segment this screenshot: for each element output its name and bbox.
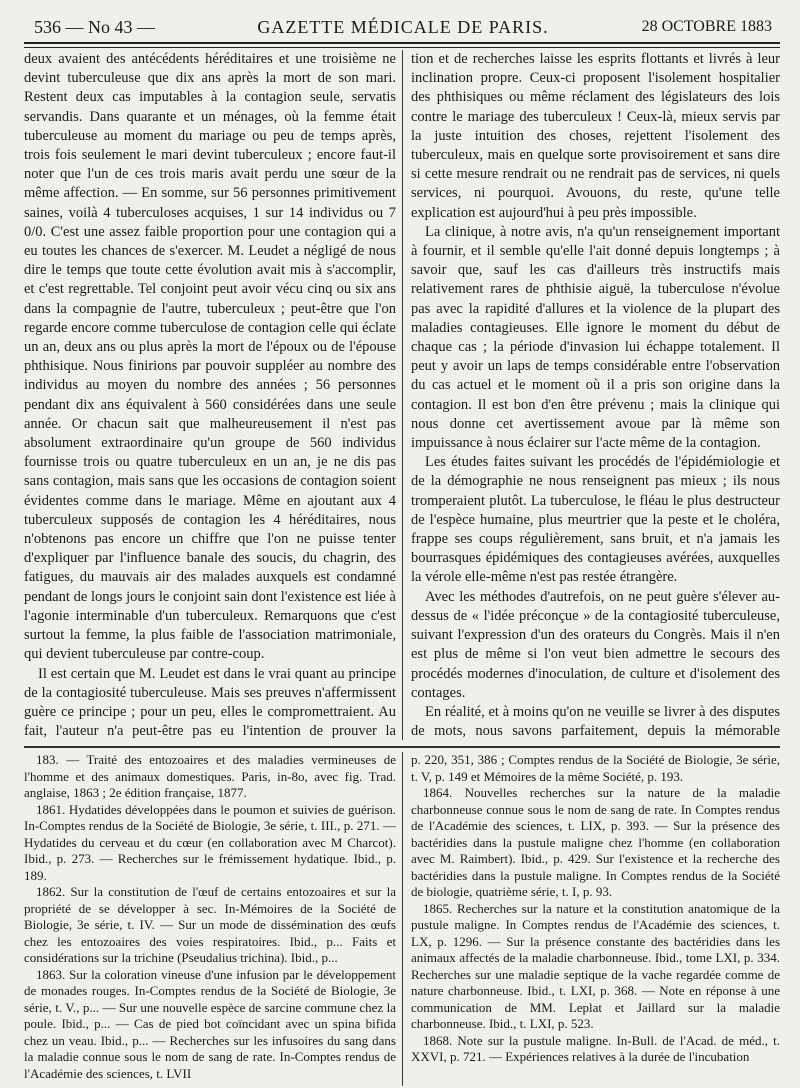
header-rule-thin <box>24 47 780 48</box>
bibliography-entry: 1863. Sur la coloration vineuse d'une infusion par le développement de monades rouges. In-Comptes rendus de la Société de Biologie, 3e série, t. V., p... — Sur une nouvelle espèce de sarcine commune chez la poule. Ibid., p... — Cas de pied bot coïncidant avec un spina bifida chez un veau. Ibid., p... — Recherches sur les infusoires du sang dans la maladie connue sous le nom de sang de rate. In-Comptes rendus de l'Académie des sciences, t. LVII <box>24 966 396 1081</box>
paragraph: deux avaient des antécédents héréditaires et une troisième ne devint tuberculeuse que dix ans après la mort de son mari. Restent deux cas imputables à la contagion seule, servatis servandis. Dans quarante et un ménages, où la femme était tuberculeuse au moment du mariage ou peu de temps après, trois fois seulement le mari devint tuberculeux ; encore faut-il noter que l'un de ces trois maris avait perdu une sœur de la même affection. — En somme, sur 56 personnes primitivement saines, voilà 4 tuberculoses acquises, 1 sur 14 individus ou 7 0/0. C'est une assez faible proportion pour une contagion qui a eu toutes les chances de s'exercer. M. Leudet a négligé de nous dire le temps que toute cette évolution avait mis à s'accomplir, et c'est regrettable. Tel conjoint peut avoir vécu cinq ou six ans dans la compagnie de l'autre, tuberculeux ; peut-être que l'on regarde encore comme tuberculose de contagion celle qui éclate un an, deux ans ou plus après la mort de l'époux ou de l'épouse phthisique. Nous finirions par pouvoir suppléer au nombre des individus au moyen du nombre des années ; 56 personnes pendant dix ans équivalent à 560 considérées dans une seule année. Or chacun sait que malheureusement il n'est pas absolument extraordinaire qu'un groupe de 560 individus fournisse trois ou quatre tuberculeux en un an, je ne dis pas sans contagion, mais sans que les occasions de contagion soient évidentes comme dans le mariage. Même en ajoutant aux 4 tuberculeux supposés de contagion les 4 héréditaires, nous n'obtenons pas encore un chiffre que l'on ne puisse tenter d'expliquer par l'influence banale des soucis, du chagrin, des fatigues, du mauvais air des malades auxquels est condamné pendant de longs jours le conjoint sain dont l'existence est liée à l'agonie interminable d'un tuberculeux. Remarquons que c'est surtout la femme, la plus faible de l'association matrimoniale, qui devient tuberculeuse par contre-coup. <box>24 51 396 663</box>
journal-title: GAZETTE MÉDICALE DE PARIS. <box>257 16 549 37</box>
bibliography-column-left <box>24 752 402 1086</box>
issue-date: 28 OCTOBRE 1883 <box>641 18 772 35</box>
paragraph: tion et de recherches laisse les esprits flottants et livrés à leur inclination propre. Ceux-ci proposent l'isolement hospitalier des phthisiques ou même réclament des législateurs des lois contre le mariage des tuberculeux ! Ceux-là, mieux servis par la juste intuition des choses, rejettent l'isolement des tuberculeux, mais en quelque sorte provisoirement et sans dire si cette mesure rendrait ou ne rendrait pas de services, ni quels services, ni pourquoi. Avouons, du reste, qu'une telle explication est aujourd'hui à peu près impossible. <box>411 51 780 221</box>
paragraph: Les études faites suivant les procédés de l'épidémiologie et de la démographie ne nous renseignent pas mieux ; ils nous tromperaient plutôt. La tuberculose, le fléau le plus destructeur de l'espèce humaine, plus meurtrier que la peste et le choléra, frappe ses coups régulièrement, sans bruit, et n'a jamais les bourrasques épidémiques des contagieuses avérées, auxquelles la vérole elle-même n'est pas restée étrangère. <box>411 454 780 586</box>
footnote-separator <box>24 746 780 748</box>
paragraph: La clinique, à notre avis, n'a qu'un renseignement important à fournir, et il semble qu'elle l'ait donné depuis longtemps ; à savoir que, sauf les cas d'ailleurs très instructifs mais relativement rares de phthisie aiguë, la tuberculose n'évolue pas avec la rapidité d'allures et la violence de la plupart des maladies contagieuses. Elle ignore le moment du début de chaque cas ; la période d'invasion lui échappe totalement. Il peut y avoir un laps de temps considérable entre l'observation du cas actuel et le moment où il a pris son origine dans la contagion. Il est bon d'en être prévenu ; mais la clinique qui nous donne cet avertissement avoue par là même son impuissance à nous éclairer sur l'acte même de la contagion. <box>411 223 780 452</box>
paragraph: Il est certain que M. Leudet est dans le vrai quant au principe de la contagiosité tuberculeuse. Mais ses preuves n'affermissent guère ce principe ; pour un peu, elles le compromettraient. Au fait, l'auteur n'a peut-être pas eu l'intention de prouver la <box>24 665 396 740</box>
paragraph: En réalité, et à moins qu'on ne veuille se livrer à des disputes de mots, nous savons parfaitement, depuis la mémorable <box>411 703 780 740</box>
bibliography-entry: 183. — Traité des entozoaires et des maladies vermineuses de l'homme et des animaux domestiques. Paris, in-8o, avec fig. Trad. anglaise, 1863 ; 2e édition française, 1877. <box>24 752 396 800</box>
bibliography-entry: 1861. Hydatides développées dans le poumon et suivies de guérison. In-Comptes rendus de la Société de Biologie, 3e série, t. III., p. 271. — Hydatides du cerveau et du cœur (en collaboration avec M Charcot). Ibid., p. 273. — Recherches sur le frémissement hydatique. Ibid., p. 189. <box>24 801 396 883</box>
bibliography-entry: 1865. Recherches sur la nature et la constitution anatomique de la pustule maligne. In Comptes rendus de l'Académie des sciences, t. LX, p. 1296. — Sur la présence constante des bactéridies dans les animaux affectés de la maladie charbonneuse. Ibid., tome LXI, p. 334. Recherches sur une maladie septique de la vache regardée comme de nature charbonneuse. Ibid., t. LXI, p. 368. — Note en réponse à une communication de MM. Leplat et Jaillard sur la maladie charbonneuse. Ibid., t. LXI, p. 523. <box>411 900 780 1031</box>
bibliography-column-right <box>402 752 780 1086</box>
header-rule <box>24 42 780 44</box>
article-body <box>24 50 780 740</box>
bibliography-entry: p. 220, 351, 386 ; Comptes rendus de la Société de Biologie, 3e série, t. V, p. 149 et Mémoires de la même Société, p. 193. <box>411 752 780 784</box>
article-column-right <box>402 50 780 740</box>
page-header <box>34 14 772 40</box>
paragraph: Avec les méthodes d'autrefois, on ne peut guère s'élever au-dessus de « l'idée préconçue » de la contagiosité tuberculeuse, suivant l'expression d'un des orateurs du Congrès. Mais il n'en est plus de même si l'on veut bien admettre le secours des procédés modernes d'inoculation, de culture et d'isolement des contages. <box>411 588 780 701</box>
bibliography-entry: 1862. Sur la constitution de l'œuf de certains entozoaires et sur la propriété de se développer à sec. In-Mémoires de la Société de Biologie, 3e série, t. IV. — Sur un mode de dissémination des œufs chez les entozoaires des voies respiratoires. Ibid., p... Faits et considérations sur la trichine (Pseudalius trichina). Ibid., p... <box>24 884 396 965</box>
bibliography-entry: 1864. Nouvelles recherches sur la nature de la maladie charbonneuse connue sous le nom de sang de rate. In Comptes rendus de l'Académie des sciences, t. LIX, p. 393. — Sur la présence des bactéridies dans la pustule maligne chez l'homme (en collaboration avec M. Raimbert). Ibid., p. 429. Sur l'existence et la recherche des bactéridies dans la pustule maligne. In Comptes rendus de la Société de biologie, quatrième série, t. I, p. 93. <box>411 785 780 899</box>
bibliography-section <box>24 752 780 1086</box>
article-column-left <box>24 50 402 740</box>
bibliography-entry: 1868. Note sur la pustule maligne. In-Bull. de l'Acad. de méd., t. XXVI, p. 721. — Expériences relatives à la durée de l'incubation <box>411 1032 780 1064</box>
page-number: 536 — No 43 — <box>34 16 155 37</box>
